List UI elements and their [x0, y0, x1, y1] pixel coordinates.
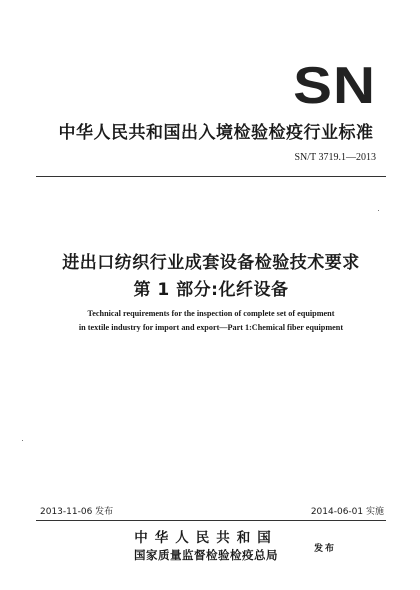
publish-label: 发布	[314, 544, 337, 554]
issuer-heading: 中华人民共和国出入境检验检疫行业标准	[58, 123, 374, 143]
issue-date: 2013-11-06 发布	[40, 507, 114, 517]
implementation-date: 2014-06-01 实施	[310, 507, 384, 517]
publisher-line-2: 国家质量监督检验检疫总局	[134, 548, 278, 562]
title-english-line-2: in textile industry for import and export—Part 1:Chemical fiber equipment	[78, 323, 344, 332]
title-english-line-1: Technical requirements for the inspection of complete set of equipment	[87, 309, 335, 318]
title-chinese-line-1: 进出口纺织行业成套设备检验技术要求	[62, 253, 360, 273]
scan-speck	[378, 210, 379, 211]
standard-number: SN/T 3719.1—2013	[294, 152, 376, 163]
scan-speck	[22, 440, 23, 441]
title-chinese-line-2: 第 1 部分:化纤设备	[133, 280, 289, 300]
top-divider	[36, 176, 386, 177]
bottom-divider	[36, 520, 386, 521]
sn-logo: SN	[292, 57, 376, 115]
publisher-line-1: 中华人民共和国	[134, 530, 278, 546]
publisher-block	[106, 530, 306, 563]
